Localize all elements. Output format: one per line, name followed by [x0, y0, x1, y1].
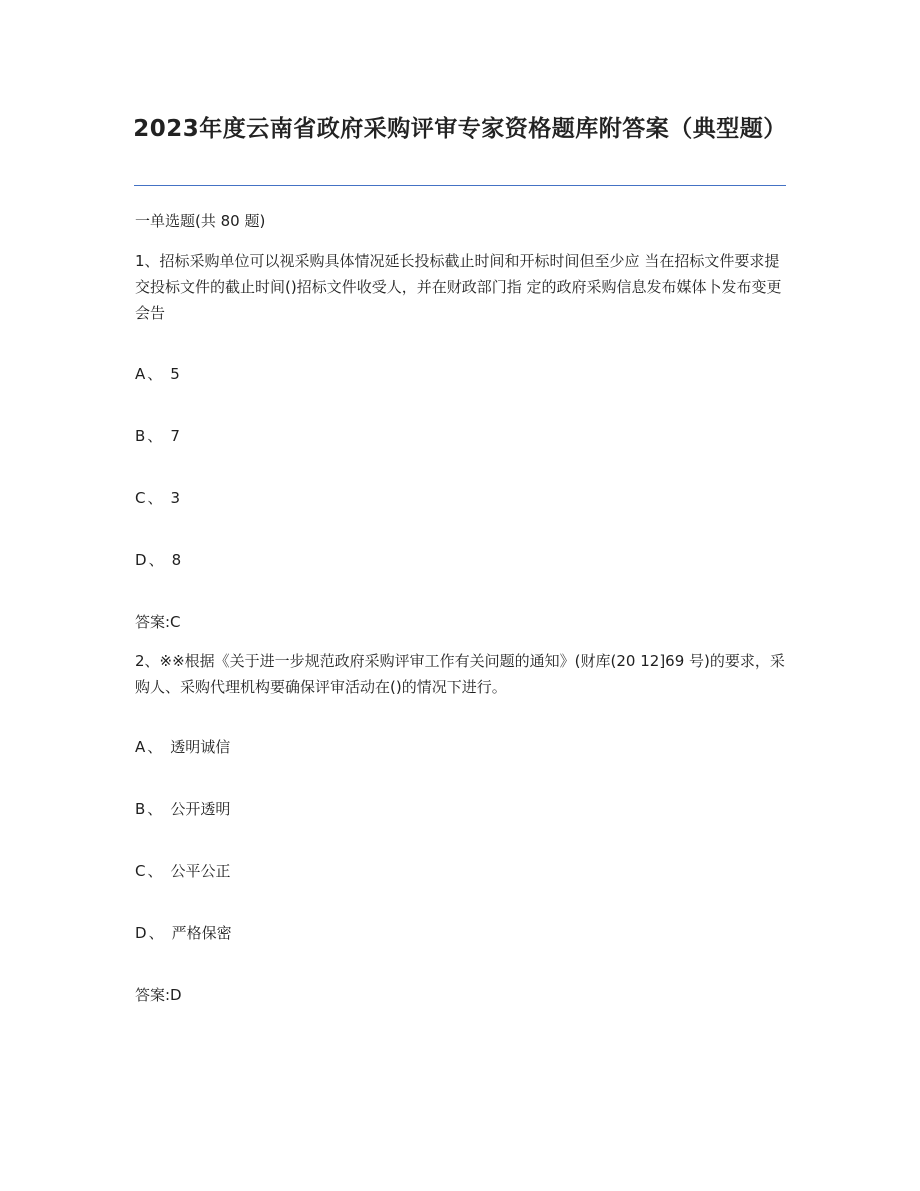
question-2-option-d [135, 920, 785, 946]
option-letter: D [135, 551, 147, 569]
option-separator: 、 [147, 862, 163, 880]
option-separator: 、 [148, 551, 164, 569]
question-2-option-b [135, 796, 785, 822]
option-separator: 、 [147, 800, 163, 818]
option-letter: A [135, 365, 146, 383]
option-value: 5 [170, 365, 180, 383]
option-letter: C [135, 489, 146, 507]
option-separator: 、 [148, 924, 164, 942]
section-label: 一单选题(共 80 题) [135, 212, 266, 230]
option-value: 公平公正 [170, 862, 231, 880]
question-1-option-d [135, 547, 785, 573]
question-2-text: 2、※※根据《关于进一步规范政府采购评审工作有关问题的通知》(财库(20 12]69 号)的要求，采购人、采购代理机构要确保评审活动在()的情况下进行。 [135, 652, 785, 696]
option-letter: B [135, 800, 146, 818]
option-letter: A [135, 738, 146, 756]
option-value: 公开透明 [170, 800, 231, 818]
question-1-answer: 答案:C [135, 613, 181, 631]
option-value: 7 [170, 427, 180, 445]
option-value: 严格保密 [171, 924, 232, 942]
option-letter: B [135, 427, 146, 445]
question-1-option-c [135, 485, 785, 511]
option-value: 8 [171, 551, 182, 569]
option-value: 透明诚信 [170, 738, 231, 756]
option-separator: 、 [147, 738, 163, 756]
option-letter: D [135, 924, 147, 942]
question-1-option-b [135, 423, 785, 449]
option-separator: 、 [147, 365, 163, 383]
title-divider [134, 185, 786, 186]
option-separator: 、 [147, 427, 163, 445]
question-1-option-a [135, 361, 785, 387]
option-separator: 、 [147, 489, 163, 507]
question-1-text: 1、招标采购单位可以视采购具体情况延长投标截止时间和开标时间但至少应 当在招标文件要求提交投标文件的截止时间()招标文件收受人，并在财政部门指 定的政府采购信息发布媒体卜发布变更会告 [135, 252, 782, 322]
question-2-option-c [135, 858, 785, 884]
question-2-answer: 答案:D [135, 986, 182, 1004]
option-value: 3 [170, 489, 181, 507]
option-letter: C [135, 862, 146, 880]
document-title: 2023年度云南省政府采购评审专家资格题库附答案（典型题） [133, 116, 787, 142]
question-2-option-a [135, 734, 785, 760]
